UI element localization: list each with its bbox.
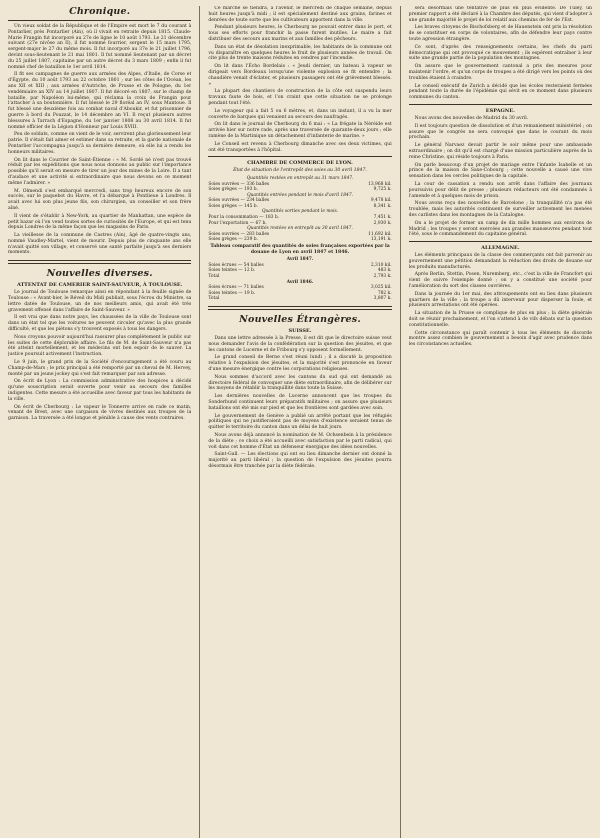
row-label: Soies écrues — 71 balles bbox=[208, 285, 264, 291]
column-3 bbox=[409, 6, 592, 838]
silk-stock-table bbox=[208, 176, 391, 243]
column-container bbox=[8, 6, 592, 838]
column-2-body bbox=[208, 6, 391, 153]
row-value: 8,341 k. bbox=[373, 203, 392, 209]
row-value: 9,478 kil. bbox=[370, 198, 392, 204]
row-value: 2,310 kil. bbox=[370, 262, 392, 268]
country-heading-allemagne: ALLEMAGNE. bbox=[481, 245, 520, 252]
paragraph: On assure que le gouvernement cantonal a pris des mesures pour maintenir l'ordre, et qu'un corps de troupes a été dirigé vers les points où des troubles étaient à craindre. bbox=[408, 64, 593, 81]
table2-title: Tableau comparatif des quantités de soies françaises exportées par la douane de Lyon en avril 1847 et 1846. bbox=[210, 244, 390, 255]
row-value: 3,807 k. bbox=[373, 296, 392, 302]
column-1 bbox=[8, 6, 191, 838]
row-label: Total bbox=[208, 296, 220, 302]
row-label: Soies ouvrées — 234 balles bbox=[208, 198, 270, 204]
paragraph: On lit dans le Courrier de Saint-Étienne : « M. Sordé né n'est pas trouvé réduit par les expéditions que nous nous donnons au public sur l'importance possible qu'il serait en mesure de tirer un jour des mines de la Loire. Il a tant d'audace et une activité si extraordinaire que nous devons en ce moment même l'admirer. » bbox=[8, 157, 192, 186]
row-label: Total bbox=[208, 274, 220, 280]
section-title-nouvelles-etrangeres: Nouvelles Étrangères. bbox=[239, 313, 361, 325]
paragraph: M. Olmendi s'est embarqué mercredi, sans trop heureux encore de son succès, sur le paquebot du Havre, et l'a débarqué à Pontlieue à Londres. Il avait avec lui son plus jeune fils, son chirurgien, un conseiller et son frère aîné. bbox=[8, 188, 192, 211]
paragraph: Les dernières nouvelles de Lucerne annoncent que les troupes du Sonderbund continuent leurs préparatifs militaires ; on assure que plusieurs bataillons ont été mis sur pied et que les frontières sont gardées avec soin. bbox=[208, 394, 392, 411]
paragraph: Le général Narvaez devait partir le soir même pour une ambassade extraordinaire ; on dit qu'il est chargé d'une mission particulière auprès de la reine Christine, qui réside toujours à Paris. bbox=[408, 143, 593, 160]
row-value: 483 k. bbox=[377, 268, 392, 274]
paragraph: Après Berlin, Stettin, Posen, Nuremberg, etc., c'est la ville de Francfort qui vient de suivre l'exemple donné ; on y a constitué une société pour l'amélioration du sort des classes ouvrières. bbox=[408, 272, 593, 290]
table-block-heading: Quantités entrées pendant le mois d'avril 1847. bbox=[246, 192, 354, 198]
paragraph: Il est toujours question de dissolution et d'un remaniement ministériel ; on assure que le congrès ne sera convoqué que dans le courant du mois prochain. bbox=[408, 123, 593, 141]
row-value: 13,968 kil. bbox=[368, 181, 392, 187]
row-value: 2,930 k. bbox=[373, 220, 392, 226]
suisse-body bbox=[208, 336, 391, 470]
row-label: Soies ouvrées — 336 balles bbox=[208, 181, 270, 187]
paragraph: Ce sont, d'après des renseignements certains, les chefs du parti démocratique qui ont provoqué ce mouvement ; ils espèrent entraîner à leur suite une grande partie de la population des montagnes. bbox=[408, 44, 593, 62]
paragraph: Saint-Gall. — Les élections qui ont eu lieu dimanche dernier ont donné la majorité au parti libéral ; la question de l'expulsion des jésuites pourra désormais être tranchée par la diète fédérale. bbox=[208, 452, 392, 469]
paragraph: Nous croyons pouvoir aujourd'hui rassurer plus complètement le public sur les suites de cette déplorable affaire. Le fils de M. de Saint-Sauveur n'a pas été atteint mortellement, et les médecins ont bon espoir de le sauver. La justice poursuit activement l'instruction. bbox=[8, 334, 192, 358]
paragraph: Cette circonstance qui paraît contenir à tous les éléments de discorde montre assez combien le gouvernement a besoin d'agir avec prudence dans les circonstances actuelles. bbox=[408, 330, 593, 348]
table-block-heading: Quantités restées en entrepôt au 31 mars 1847. bbox=[246, 175, 354, 181]
paragraph: Il fit ses campagnes de guerre aux armées des Alpes, d'Italie, de Corse et d'Égypte, du 10 août 1793 au 22 octobre 1801 ; sur les côtes de l'Océan, les ans XII et XIII ; aux armées d'Autriche, de Prusse et de Pologne, du 1er vendémiaire an XIV au 14 juillet 1807. Il fut décoré en 1807, sur le champ de bataille, par Napoléon lui-même, qui réclama la croix de Frangin pour l'attacher à sa boutonnière. Il fut blessé le 29 floréal an IV, sous Mantoue. Il fut blessé une deuxième fois au combat naval d'Aboukir, et fut prisonnier de guerre à bord du Pouzzat, le 14 décembre an VI. Il reçut plusieurs autres blessures à Tarrach d'Espagne, du 1er janvier 1808 au 30 avril 1814. Il fut nommé officier de la Légion d'Honneur par Louis XVIII. bbox=[8, 72, 192, 130]
paragraph: Le journal de Toulouse remarque ainsi en répondant à la feuille signée de Toulouse : « Avant-hier, le Réveil du Midi publiait, sous l'écrou du Ministre, sa lettre datée de Toulouse, un de nos meilleurs amis, qui avait été très gravement offensé dans l'affaire de Saint-Sauveur. » bbox=[8, 290, 192, 313]
table-block bbox=[208, 176, 391, 193]
year-heading: Avril 1847. bbox=[286, 257, 314, 263]
allemagne-body bbox=[409, 253, 592, 348]
row-label: Soies teintes — 12 b. bbox=[208, 268, 256, 274]
country-heading-suisse: SUISSE. bbox=[288, 327, 312, 334]
row-value: 2,793 k. bbox=[373, 274, 392, 280]
paragraph: On lit dans le journal de Cherbourg du 6 mai : « La frégate la Néréide est arrivée hier sur notre rade, après une traversée de quarante-deux jours ; elle ramène de la Martinique un détachement d'infanterie de marine. » bbox=[208, 122, 392, 139]
paragraph: sera désormais une tentative de plus en plus évidente. De Tuley, un premier rapport a été déclaré à la Chambre des députés, qui vient d'adopter à une grande majorité le projet de loi relatif aux chemins de fer de l'Est. bbox=[408, 6, 593, 23]
section-title-nouvelles-diverses: Nouvelles diverses. bbox=[46, 268, 153, 280]
paragraph: Ce marché se tiendra, à l'avenir, le mercredi de chaque semaine, depuis huit heures jusqu'à midi ; il est spécialement destiné aux grains, farines et denrées de toute sorte que les cultivateurs apportent dans la ville. bbox=[208, 6, 392, 23]
paragraph: Le conseil exécutif de Zurich a décidé que les écoles resteraient fermées pendant toute la durée de l'épidémie qui sévit en ce moment dans plusieurs communes du canton. bbox=[408, 83, 593, 101]
row-label: Soies grèges — 193 b. bbox=[208, 187, 258, 193]
nouvelles-diverses-body bbox=[8, 290, 191, 422]
row-value: 3,025 kil. bbox=[370, 285, 392, 291]
paragraph: Il vient de s'établir à New-York, au quartier de Manhattan, une espèce de petit bazar où l'on vend toutes sortes de curiosités de l'Europe, et qui est tenu depuis Londres de la même façon que les magasins de Paris. bbox=[8, 213, 192, 231]
paragraph: Pendant plusieurs heures, le Cherbourg ne pouvait entrer dans le port, et tous ses efforts pour franchir la passe furent inutiles. Le maire a fait distribuer des secours aux marins et aux familles des pêcheurs. bbox=[208, 25, 392, 42]
paragraph: Nous sommes d'accord avec les cantons du sud qui ont demandé au directoire fédéral de convoquer une diète extraordinaire, afin de délibérer sur les moyens de rétablir la tranquillité dans toute la Suisse. bbox=[208, 374, 392, 392]
column-3-body bbox=[409, 6, 592, 101]
row-value: 782 k. bbox=[377, 290, 392, 296]
table-year-block bbox=[208, 257, 391, 279]
paragraph: Dans une lettre adressée à la Presse, il est dit que le directoire suisse veut nous demander l'avis de la confédération sur la question des jésuites, et que les cantons de Lucerne et de Fribourg s'y opposent formellement. bbox=[208, 335, 392, 353]
section-title-chronique: Chronique. bbox=[69, 6, 131, 17]
paragraph: On parle beaucoup d'un projet de mariage entre l'infante Isabelle et un prince de la maison de Saxe-Cobourg ; cette nouvelle a causé une vive sensation dans les cercles politiques de la capitale. bbox=[408, 162, 593, 180]
paragraph: Le 9 juin, le grand prix de la Société d'encouragement a été couru au Champ-de-Mars ; le prix principal a été remporté par un cheval de M. Hervey, monté par un jeune jockey qui s'est fait remarquer par son adresse. bbox=[8, 360, 192, 377]
paragraph: Dans un état de désolation inexprimable, les habitants de la commune ont vu disparaître en quelques heures le fruit de plusieurs années de travail. On cite plus de trente maisons réduites en cendres par l'incendie. bbox=[208, 44, 392, 62]
row-label: Pour la consommation — 183 b. bbox=[208, 215, 280, 221]
paragraph: Nous avons déjà annoncé la nomination de M. Ochsenbein à la présidence de la diète ; ce choix a été accueilli avec satisfaction par le parti radical, qui voit dans cet homme d'État un défenseur énergique des idées nouvelles. bbox=[208, 432, 392, 450]
paragraph: La vieillesse de la commune de Castres (Ain), âgé de quatre-vingts ans, nommé Vaudley-Martel, vient de mourir. Depuis plus de cinquante ans elle n'avait quitté son village, et conservé une santé parfaite jusqu'à ses derniers moments. bbox=[8, 233, 192, 256]
divider bbox=[8, 20, 191, 21]
paragraph: La plupart des chantiers de construction de la côte ont suspendu leurs travaux faute de bois, et l'on craint que cette situation ne se prolonge pendant tout l'été. bbox=[208, 89, 392, 106]
paragraph: On écrit de Cherbourg : Le vapeur le Tonnerre arrive en rade ce matin, venant de Brest, avec une cargaison de vivres destinés aux troupes de la garnison. La traversée a été longue et pénible à cause des vents contraires. bbox=[8, 404, 192, 422]
divider bbox=[409, 241, 592, 242]
row-label: Soies grèges — 145 b. bbox=[208, 203, 258, 209]
row-label: Soies ouvrées — 283 balles bbox=[208, 231, 270, 237]
paragraph: Il est vrai que dans notre pays, les chaussées de la ville de Toulouse sont dans un état tel que les voitures ne peuvent circuler qu'avec la plus grande difficulté, et que les piétons s'y trouvent exposés à tous les dangers. bbox=[8, 315, 192, 333]
double-divider bbox=[208, 306, 391, 310]
paragraph: La cour de cassation a rendu son arrêt dans l'affaire des journaux poursuivis pour délit de presse ; plusieurs rédacteurs ont été condamnés à l'amende et à quelques mois de prison. bbox=[408, 181, 593, 199]
paragraph: On a le projet de former un camp de dix mille hommes aux environs de Madrid ; les troupes y seront exercées aux grandes manœuvres pendant tout l'été, sous le commandement du capitaine général. bbox=[408, 220, 593, 238]
column-2 bbox=[208, 6, 391, 838]
row-value: 7,451 k. bbox=[373, 215, 392, 221]
paragraph: Les braves citoyens de Bischofsberg et de Hauenstein ont pris la résolution de se constituer en corps de volontaires, afin de défendre leur pays contre toute agression étrangère. bbox=[408, 25, 593, 42]
paragraph: Dans la journée du 1er mai, des attroupements ont eu lieu dans plusieurs quartiers de la ville ; la troupe a dû intervenir pour disperser la foule, et plusieurs arrestations ont été opérées. bbox=[408, 291, 593, 309]
paragraph: Le voyageur qui a fait 5 ou 6 mètres, et, dans un instant, il a vu la mer couverte de barques qui venaient au secours des naufragés. bbox=[208, 108, 392, 120]
double-divider bbox=[8, 260, 191, 264]
table-year-block bbox=[208, 280, 391, 302]
paragraph: Le Conseil est revenu à Cherbourg dimanche avec ses deux victimes, qui ont été transportées à l'hôpital. bbox=[208, 141, 392, 153]
divider bbox=[208, 156, 391, 157]
table-block bbox=[208, 226, 391, 243]
column-separator bbox=[400, 6, 401, 838]
paragraph: Les éléments principaux de la classe des commerçants ont fait parvenir au gouvernement une pétition demandant la réduction des droits de douane sur les produits manufacturés. bbox=[408, 253, 593, 270]
country-heading-espagne: ESPAGNE. bbox=[485, 107, 515, 114]
espagne-body bbox=[409, 116, 592, 238]
row-label: Soies teintes — 19 b. bbox=[208, 290, 256, 296]
paragraph: Un vieux soldat de la République et de l'Empire est mort le 7 du courant à Pontarlier, près Pontarlier (Ain), où il vivait en retraite depuis 1815. Claude-Marie Frangin fut incorporé au 27e de ligne le 10 août 1793. Le 21 décembre suivant (27e nivôse an II), il fut nommé fourrier, sergent le 15 mars 1795, sergent-major le 27 du même mois. Il fut incorporé au 37e le 21 juillet 1796, devint sous-lieutenant le 21 mai 1801. Il fut nommé lieutenant par un décret du 25 juillet 1807, capitaine par un autre décret du 3 mars 1809 ; enfin il fut nommé chef de bataillon le 1er avril 1814. bbox=[8, 24, 192, 70]
paragraph: Peu de soldats, comme on vient de le voir, servirent plus glorieusement leur patrie. Il s'était fait aimer et estimer dans sa retraite, et la garde nationale de Pontarlier l'accompagna jusqu'à sa dernière demeure, où elle lui a rendu les honneurs militaires. bbox=[8, 132, 192, 155]
table-title: CHAMBRE DE COMMERCE DE LYON. bbox=[247, 160, 353, 167]
row-label: Soies écrues — 54 balles bbox=[208, 262, 264, 268]
divider bbox=[409, 104, 592, 105]
paragraph: On lit dans l'Écho Bordelais : « Jeudi dernier, un bateau à vapeur se dirigeait vers Bordeaux lorsqu'une violente explosion se fit entendre ; la chaudière venait d'éclater, et plusieurs passagers ont été grièvement blessés. » bbox=[208, 64, 392, 87]
table-subtitle: État de situation de l'entrepôt des soies au 30 avril 1847. bbox=[233, 168, 367, 174]
paragraph: La situation de la Prusse se complique de plus en plus ; la diète générale doit se réunir prochainement, et l'on s'attend à de vifs débats sur la question constitutionnelle. bbox=[408, 311, 593, 328]
row-value: 11,692 kil. bbox=[368, 231, 392, 237]
paragraph: Le gouvernement de Genève a publié un arrêté portant que les réfugiés politiques qui ne justifieraient pas de moyens d'existence seraient tenus de quitter le territoire du canton dans un délai de huit jours. bbox=[208, 413, 392, 431]
paragraph: Nous avons reçu des nouvelles de Barcelone ; la tranquillité n'a pas été troublée, mais les autorités continuent de surveiller activement les menées des carlistes dans les montagnes de la Catalogne. bbox=[408, 201, 593, 218]
table-row bbox=[208, 237, 391, 243]
table-block-heading: Quantités restées en entrepôt au 30 avril 1847. bbox=[247, 226, 353, 232]
paragraph: Nous avons des nouvelles de Madrid du 30 avril. bbox=[414, 115, 529, 121]
chronique-body bbox=[8, 24, 191, 256]
column-separator bbox=[199, 6, 200, 838]
table-block-heading: Quantités sorties pendant le mois. bbox=[261, 209, 339, 215]
year-heading: Avril 1846. bbox=[286, 279, 314, 285]
subsection-heading: ATTENTAT DE CAMERIER SAINT-SAUVEUR, À TOULOUSE. bbox=[16, 282, 183, 289]
row-value: 13,191 k. bbox=[370, 237, 392, 243]
export-comparison-table bbox=[208, 257, 391, 302]
row-value: 9,725 k. bbox=[373, 187, 392, 193]
paragraph: Le grand conseil de Berne s'est réuni lundi ; il a discuté la proposition relative à l'expulsion des jésuites, et la majorité s'est prononcée en faveur d'une mesure énergique contre les corporations religieuses. bbox=[208, 355, 392, 372]
row-label: Soies grèges — 239 b. bbox=[208, 237, 258, 243]
row-label: Pour l'exportation — 67 b. bbox=[208, 220, 267, 226]
table-row bbox=[208, 296, 391, 302]
table-block bbox=[208, 193, 391, 210]
table-block bbox=[208, 209, 391, 226]
paragraph: On écrit de Lyon : La commission administrative des hospices a décidé qu'une souscription serait ouverte pour venir au secours des familles indigentes. Cette mesure a été accueillie avec faveur par tous les habitants de la ville. bbox=[8, 379, 192, 402]
